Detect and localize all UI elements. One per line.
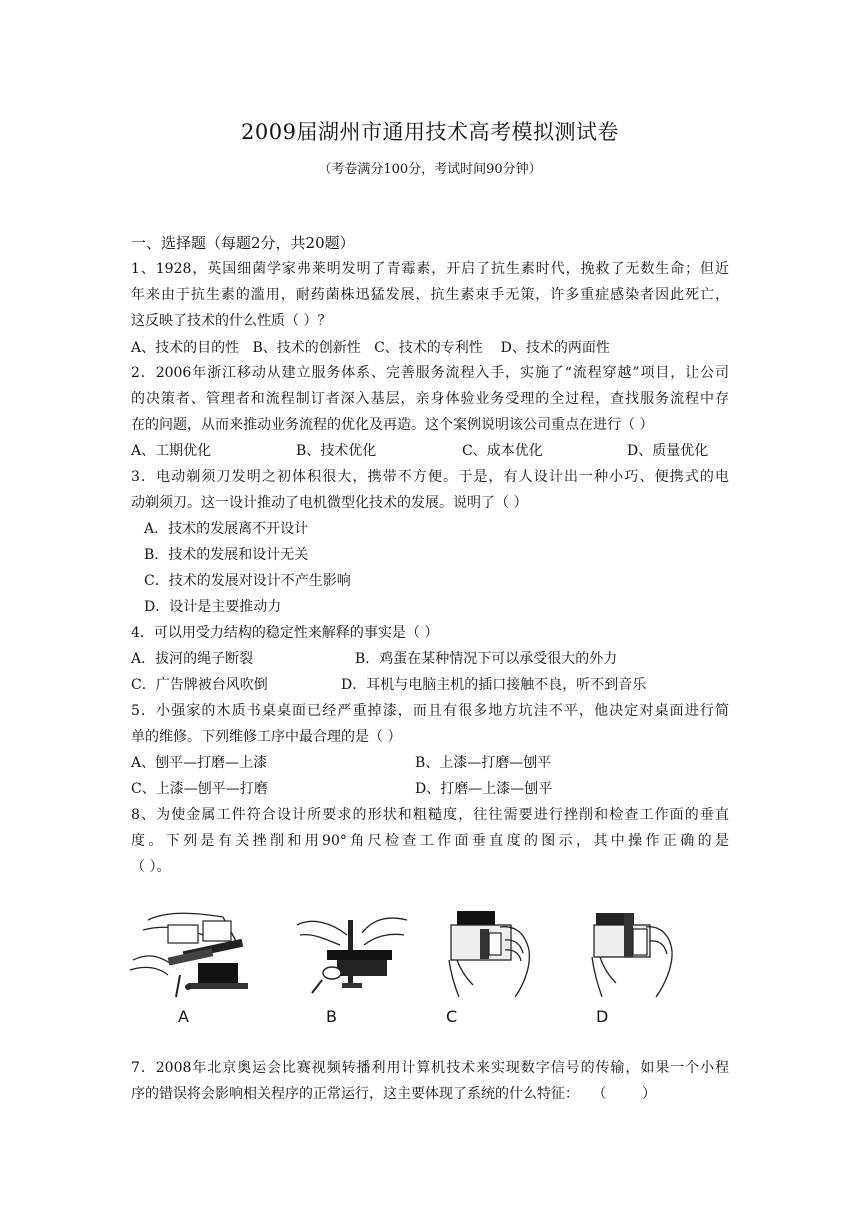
question-2-line-1: 2．2006年浙江移动从建立服务体系、完善服务流程入手，实施了“流程穿越”项目，让公司 bbox=[131, 365, 729, 381]
question-8-line-2: 度。下列是有关挫削和用90°角尺检查工作面垂直度的图示，其中操作正确的是 bbox=[131, 833, 729, 849]
figure-label-d: D bbox=[596, 1007, 609, 1026]
question-3-option-d: D．设计是主要推动力 bbox=[144, 599, 282, 615]
question-4-option-c: C．广告牌被台风吹倒 bbox=[131, 677, 268, 693]
question-4-option-d: D．耳机与电脑主机的插口接触不良，听不到音乐 bbox=[341, 677, 647, 693]
question-1-line-1: 1、1928，英国细菌学家弗莱明发明了青霉素，开启了抗生素时代，挽救了无数生命；但近 bbox=[131, 261, 729, 277]
question-7-line-2: 序的错误将会影响相关程序的正常运行，这主要体现了系统的什么特征： （ ） bbox=[131, 1086, 656, 1102]
question-8-line-1: 8、为使金属工件符合设计所要求的形状和粗糙度，往往需要进行挫削和检查工作面的垂直 bbox=[131, 807, 729, 823]
question-2-option-a: A、工期优化 bbox=[131, 443, 212, 459]
question-2-line-3: 在的问题，从而来推动业务流程的优化及再造。这个案例说明该公司重点在进行（ ） bbox=[131, 417, 654, 433]
filing-illustration-b bbox=[292, 905, 412, 1000]
question-2-option-d: D、质量优化 bbox=[627, 443, 709, 459]
question-5-option-a: A、刨平—打磨—上漆 bbox=[131, 755, 268, 771]
question-4-line: 4．可以用受力结构的稳定性来解释的事实是（ ） bbox=[131, 625, 439, 641]
question-2-line-2: 的决策者、管理者和流程制订者深入基层，亲身体验业务受理的全过程，查找服务流程中存 bbox=[131, 391, 729, 407]
question-5-option-c: C、上漆—刨平—打磨 bbox=[131, 781, 268, 797]
question-3-option-a: A．技术的发展离不开设计 bbox=[144, 521, 309, 537]
question-4-option-b: B．鸡蛋在某种情况下可以承受很大的外力 bbox=[355, 651, 618, 667]
figure-label-b: B bbox=[326, 1007, 337, 1026]
question-5-option-b: B、上漆—打磨—刨平 bbox=[415, 755, 552, 771]
question-8-line-3: （ ）。 bbox=[131, 859, 171, 875]
square-check-illustration-d bbox=[588, 905, 688, 1000]
question-3-option-c: C．技术的发展对设计不产生影响 bbox=[144, 573, 351, 589]
question-5-line-1: 5．小强家的木质书桌桌面已经严重掉漆，而且有很多地方坑洼不平，他决定对桌面进行简 bbox=[131, 703, 729, 719]
question-5-line-2: 单的维修。下列维修工序中最合理的是（ ） bbox=[131, 729, 402, 745]
question-2-option-b: B、技术优化 bbox=[296, 443, 377, 459]
filing-illustration-a bbox=[128, 905, 258, 1000]
question-1-line-3: 这反映了技术的什么性质（ ）？ bbox=[131, 313, 332, 329]
question-7-line-1: 7．2008年北京奥运会比赛视频转播利用计算机技术来实现数字信号的传输，如果一个小程 bbox=[131, 1060, 729, 1076]
figure-label-c: C bbox=[446, 1007, 458, 1026]
exam-subtitle: （考卷满分100分，考试时间90分钟） bbox=[318, 162, 542, 177]
question-3-option-b: B．技术的发展和设计无关 bbox=[144, 547, 309, 563]
question-1-line-2: 年来由于抗生素的滥用，耐药菌株迅猛发展，抗生素束手无策，许多重症感染者因此死亡， bbox=[131, 287, 729, 303]
question-3-line-2: 动剃须刀。这一设计推动了电机微型化技术的发展。说明了（ ） bbox=[131, 495, 528, 511]
question-1-options: A、技术的目的性 B、技术的创新性 C、技术的专利性 D、技术的两面性 bbox=[131, 340, 610, 356]
section-heading: 一、选择题（每题2分，共20题） bbox=[131, 234, 355, 252]
question-4-option-a: A．拔河的绳子断裂 bbox=[131, 651, 254, 667]
figure-label-a: A bbox=[178, 1007, 189, 1026]
question-5-option-d: D、打磨—上漆—刨平 bbox=[415, 781, 553, 797]
square-check-illustration-c bbox=[445, 905, 545, 1000]
page-title: 2009届湖州市通用技术高考模拟测试卷 bbox=[241, 120, 619, 144]
question-3-line-1: 3．电动剃须刀发明之初体积很大，携带不方便。于是，有人设计出一种小巧、便携式的电 bbox=[131, 469, 729, 485]
question-2-option-c: C、成本优化 bbox=[462, 443, 543, 459]
